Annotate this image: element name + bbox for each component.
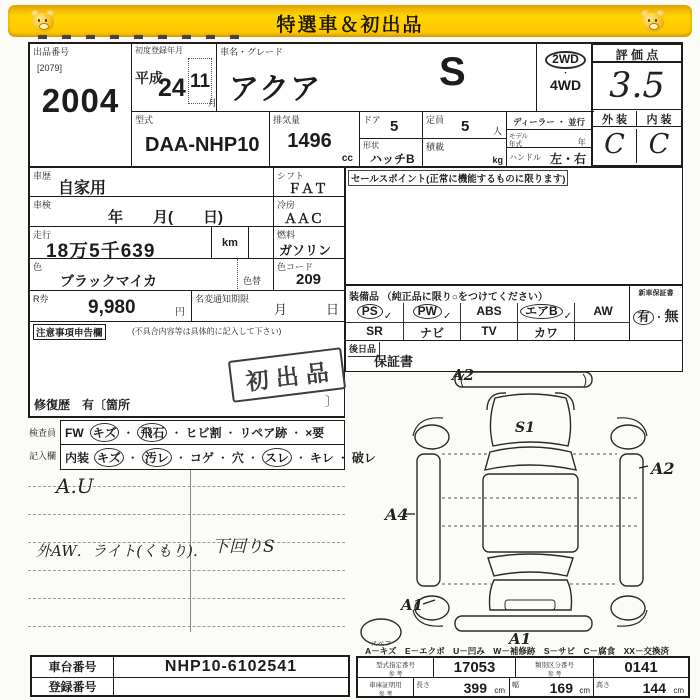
equipment-item <box>346 322 403 342</box>
separator-dot: ・ <box>246 450 259 465</box>
color-change-label: 色替 <box>243 276 262 286</box>
width-value: 169 <box>549 680 573 696</box>
fuel-value: ガソリン <box>279 243 332 258</box>
type-no-value-cell <box>434 658 516 678</box>
handwritten-note-1: A.U <box>56 474 94 498</box>
name-change-cell <box>192 291 347 321</box>
equipment-item <box>574 322 631 342</box>
chassis-value-cell <box>114 657 348 678</box>
spare-label: スペア <box>370 641 392 646</box>
load-label: 積載 <box>426 142 445 152</box>
color-value: ブラックマイカ <box>60 273 158 289</box>
damage-legend: A－キズ E－エクボ U－凹み W－補修跡 S－サビ C－腐食 XX－交換済 <box>365 646 669 656</box>
width-label: 幅 <box>512 682 519 689</box>
reference-table <box>356 656 690 698</box>
cabin-roof <box>483 474 578 552</box>
lot-number-cell <box>30 44 132 166</box>
separator-dot: ・ <box>174 450 187 465</box>
warranty-box <box>630 285 683 341</box>
equipment-item <box>403 303 460 322</box>
model-code-label: 型式 <box>135 115 154 125</box>
interior-item: コゲ <box>189 450 214 465</box>
lot-number-value: 2004 <box>41 82 120 119</box>
inspection-label: 車検 <box>33 200 52 210</box>
length-label: 長さ <box>416 682 430 689</box>
separator-dot: ・ <box>336 450 349 465</box>
check-mark: ✓ <box>563 311 573 322</box>
capacity-label: 定員 <box>426 115 445 125</box>
equipment-item-label: TV <box>481 324 497 338</box>
evaluation-box <box>591 43 683 167</box>
inspector-interior-row <box>60 444 376 470</box>
right-front-wheel <box>611 425 645 449</box>
handle-value: 左・右 <box>549 152 586 166</box>
notes-box <box>28 321 345 418</box>
doors-label: ドア <box>363 115 381 125</box>
shape-value: ハッチB <box>370 152 415 166</box>
equipment-item-label: エアB <box>520 304 563 319</box>
handle-cell <box>507 148 591 166</box>
car-name-cell <box>217 44 537 112</box>
license-area <box>505 600 555 610</box>
check-mark: ✓ <box>442 311 452 322</box>
model-year-label1: モデル <box>509 133 529 140</box>
mileage-unit: km <box>222 237 238 249</box>
color-code-value: 209 <box>296 271 322 288</box>
check-mark: ✓ <box>383 311 393 322</box>
chassis-label-cell <box>32 657 114 678</box>
detail-rows <box>28 168 345 321</box>
later-items-label: 後日品 <box>348 342 380 357</box>
warranty-sep: ・ <box>653 312 665 324</box>
type-no-label-cell <box>358 658 434 678</box>
r-ticket-value: 9,980 <box>88 297 136 318</box>
height-label: 高さ <box>596 682 610 689</box>
fw-item: ×要 <box>305 426 325 440</box>
length-value: 399 <box>463 680 487 696</box>
history-label: 車歴 <box>33 171 52 181</box>
equipment-item-label: AW <box>593 304 613 318</box>
length-unit: cm <box>494 686 505 695</box>
equipment-item-label: PS <box>357 304 383 319</box>
equipment-header: 装備品 （純正品に限り○をつけてください） <box>349 292 548 303</box>
windshield <box>485 447 576 470</box>
right-rear-wheel <box>611 596 645 620</box>
car-name-label: 車名・グレード <box>220 47 284 57</box>
garage-label: 車庫証明用 <box>369 682 402 689</box>
model-year-unit: 年 <box>577 137 586 147</box>
shift-value: ＦＡＴ <box>288 181 328 196</box>
separator-dot: ・ <box>126 450 139 465</box>
name-change-label: 名変通知期限 <box>195 294 250 304</box>
equipment-item-label: カワ <box>533 326 558 340</box>
sales-point-header: セールスポイント(正常に機能するものに限ります) <box>348 170 568 186</box>
chassis-table <box>30 655 350 697</box>
interior-score: C <box>648 129 670 160</box>
reg-year-value: 24 <box>158 74 186 102</box>
front-right-fender <box>555 393 574 410</box>
interior-item: キズ <box>94 448 124 467</box>
car-name-value: アクア <box>229 73 322 106</box>
fw-item: ヒビ割 <box>185 426 222 440</box>
later-items-value: 保証書 <box>374 354 414 369</box>
ref-note: 参 考 <box>547 672 562 678</box>
r-ticket-cell <box>30 291 192 321</box>
equipment-item-label: PW <box>413 304 442 319</box>
fuel-label: 燃料 <box>277 230 296 240</box>
shift-cell <box>274 168 347 197</box>
separator-dot: ・ <box>294 450 307 465</box>
damage-mark-top: A2 <box>452 366 475 384</box>
reg-no-label-cell <box>32 678 114 696</box>
month-suffix: 月 <box>208 98 218 108</box>
garage-label-cell <box>358 678 414 696</box>
chassis-value: NHP10-6102541 <box>164 658 298 675</box>
load-cell <box>423 139 507 166</box>
color-label: 色 <box>33 262 43 272</box>
top-banner <box>8 5 692 37</box>
capacity-value: 5 <box>461 118 470 135</box>
grade-value: S <box>439 50 466 94</box>
left-front-wheel <box>415 425 449 449</box>
damage-mark-hood: S1 <box>515 420 535 436</box>
equipment-item <box>574 303 631 322</box>
trunk <box>490 580 572 610</box>
exterior-label: 外 装 <box>593 111 637 127</box>
mileage-extra-cell <box>249 227 274 259</box>
name-change-value: 月 日 <box>273 302 339 317</box>
stamp-text: 初出品 <box>244 357 337 395</box>
warranty-yes-circled: 有 <box>633 310 653 325</box>
drive-dot: ・ <box>560 67 570 78</box>
equipment-item-label: ナビ <box>419 326 444 340</box>
handwritten-note-3: 下回りS <box>212 537 275 557</box>
model-year-label2: 年式 <box>509 141 522 148</box>
exterior-score: C <box>593 129 637 163</box>
type-no-value: 17053 <box>453 659 496 676</box>
equipment-item <box>517 322 574 342</box>
front-bumper <box>455 372 592 387</box>
ac-value: ＡＡＣ <box>284 211 324 226</box>
chassis-label: 車台番号 <box>48 660 97 674</box>
load-unit: kg <box>492 155 503 165</box>
car-damage-diagram <box>343 362 688 646</box>
inspector-fw-row <box>60 420 345 445</box>
width-unit: cm <box>579 686 590 695</box>
class-no-value-cell <box>594 658 688 678</box>
height-cell <box>594 678 688 696</box>
reg-no-value-cell <box>114 678 348 696</box>
equipment-item-label: ABS <box>476 304 502 318</box>
notes-label: 注意事項申告欄 <box>33 324 106 340</box>
capacity-cell <box>423 112 507 139</box>
mark-rear-left-tick <box>423 600 435 604</box>
inspection-value: 年 月( 日) <box>108 209 223 226</box>
front-left-fender <box>487 393 506 410</box>
doors-value: 5 <box>390 118 399 135</box>
class-no-label-cell <box>516 658 594 678</box>
history-value: 自家用 <box>58 180 107 197</box>
color-code-label: 色コード <box>277 262 314 272</box>
mileage-cell <box>30 227 212 262</box>
doors-cell <box>360 112 423 139</box>
color-code-cell <box>274 259 347 291</box>
separator-dot: ・ <box>216 450 229 465</box>
length-cell <box>414 678 510 696</box>
r-ticket-label: R券 <box>33 294 49 304</box>
lot-number-sub: [2079] <box>37 63 63 73</box>
shape-label: 形状 <box>363 141 379 150</box>
repair-history-close: 〕 <box>324 394 338 409</box>
handle-label: ハンドル <box>509 153 541 162</box>
width-cell <box>510 678 594 696</box>
displacement-unit: cc <box>341 153 353 164</box>
class-no-value: 0141 <box>624 659 658 676</box>
model-year-cell <box>507 130 591 148</box>
ruled-line <box>28 514 345 515</box>
ref-note: 参 考 <box>378 692 393 698</box>
warranty-label: 新車保証書 <box>638 290 674 297</box>
damage-mark-right: A2 <box>651 459 675 478</box>
era-value: 平成 <box>135 70 163 86</box>
reg-month-value: 11 <box>189 71 211 92</box>
type-no-label: 型式指定番号 <box>376 662 415 669</box>
interior-item: スレ <box>262 448 292 467</box>
interior-item: 破レ <box>351 450 376 465</box>
banner-title: 特選車＆初出品 <box>276 15 424 36</box>
inspector-label-1: 検査員 <box>29 428 57 438</box>
displacement-label: 排気量 <box>273 115 301 125</box>
color-change-cell <box>237 259 274 291</box>
repair-history-text: 修復歴 有〔箇所 <box>34 398 131 412</box>
right-door-panel <box>620 454 643 586</box>
fw-item: 飛石 <box>137 423 167 442</box>
equipment-item <box>460 322 517 342</box>
r-ticket-unit: 円 <box>175 307 185 318</box>
capacity-unit: 人 <box>492 126 502 136</box>
warranty-no: 無 <box>664 308 679 324</box>
model-code-cell <box>132 112 270 166</box>
header-grid <box>28 42 683 168</box>
drive-4wd: 4WD <box>549 76 582 93</box>
displacement-value: 1496 <box>287 130 332 152</box>
fw-item: リペア跡 <box>239 426 288 440</box>
equipment-item <box>346 303 403 322</box>
history-cell <box>30 168 274 197</box>
lot-number-label: 出品番号 <box>33 47 70 57</box>
drive-2wd-circled: 2WD <box>545 51 586 69</box>
notes-note: (不具合内容等は具体的に記入して下さい) <box>132 327 282 336</box>
ac-label: 冷房 <box>277 200 296 210</box>
damage-mark-rear-left: A1 <box>401 596 424 614</box>
teddy-bear-icon-right <box>640 10 666 32</box>
dealer-label: ディーラー ・ 並行 <box>512 117 586 127</box>
displacement-cell <box>270 112 360 166</box>
interior-item: 穴 <box>231 450 244 465</box>
ruled-line <box>28 570 345 571</box>
rear-window <box>488 554 573 576</box>
first-registration-cell <box>132 44 217 112</box>
equipment-item-label: SR <box>366 324 383 338</box>
equipment-item <box>403 322 460 342</box>
separator-dot: ・ <box>122 426 135 440</box>
separator-dot: ・ <box>290 426 303 440</box>
interior-item: 汚レ <box>142 448 172 467</box>
reg-no-label: 登録番号 <box>48 680 97 694</box>
sales-point-box <box>345 168 683 285</box>
handwritten-note-2: 外AW．ライト(くもり)． <box>36 542 208 560</box>
shape-cell <box>360 139 423 166</box>
inspector-label-2: 記入欄 <box>29 451 57 461</box>
ac-cell <box>274 197 347 227</box>
mileage-value: 18万5千639 <box>46 241 156 262</box>
ruled-line <box>28 626 345 627</box>
fw-item: キズ <box>90 423 120 442</box>
fw-prefix: FW <box>65 425 84 440</box>
equipment-item <box>517 303 574 322</box>
model-code-value: DAA-NHP10 <box>145 134 260 156</box>
evaluation-label: 評 価 点 <box>593 46 681 63</box>
separator-dot: ・ <box>224 426 237 440</box>
inspection-cell <box>30 197 274 227</box>
interior-item: キレ <box>309 450 334 465</box>
first-registration-label: 初度登録年月 <box>135 46 183 55</box>
fuel-cell <box>274 227 347 259</box>
interior-prefix: 内装 <box>65 450 90 465</box>
damage-mark-rear: A1 <box>509 630 532 646</box>
rear-bumper <box>455 616 592 631</box>
equipment-item <box>460 303 517 322</box>
class-no-label: 類別区分番号 <box>535 662 574 669</box>
interior-label: 内 装 <box>637 111 681 127</box>
evaluation-score: 3.5 <box>593 66 681 110</box>
height-unit: cm <box>673 686 684 695</box>
left-door-panel <box>417 454 440 586</box>
dealer-cell <box>507 112 591 130</box>
scan-dots <box>38 35 250 39</box>
damage-mark-left: A4 <box>385 505 409 524</box>
height-value: 144 <box>642 680 666 696</box>
shift-label: シフト <box>277 171 305 181</box>
mileage-unit-cell <box>212 227 249 259</box>
mileage-label: 走行 <box>33 230 52 240</box>
drive-type-cell <box>537 44 594 112</box>
separator-dot: ・ <box>170 426 183 440</box>
color-cell <box>30 259 237 291</box>
ref-note: 参 考 <box>388 672 403 678</box>
ruled-line <box>28 598 345 599</box>
equipment-box <box>345 285 630 341</box>
